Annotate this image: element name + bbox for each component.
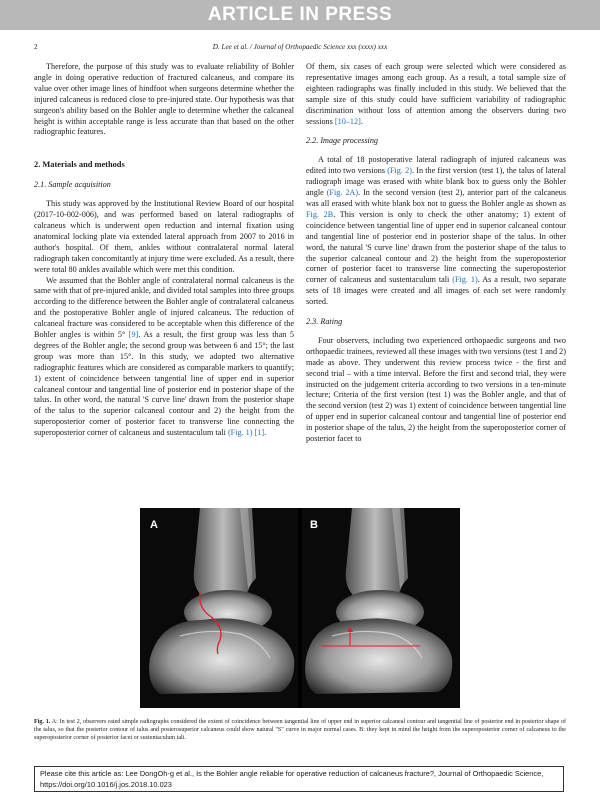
journal-line: D. Lee et al. / Journal of Orthopaedic Science xxx (xxxx) xxx — [212, 43, 388, 51]
continued-paragraph: Of them, six cases of each group were selected which were considered as representative images among each group. As a result, a total sample size of eighteen radiographs was finally included in this study. We believed that the sample size of this study could have sufficient variability of radiographic discrimination without loss of attention among the observers during two sessions [10–12]. — [306, 62, 566, 126]
citation-box: Please cite this article as: Lee DongOh-g et al., Is the Bohler angle reliable for operative reduction of calcaneus fracture?, Journal of Orthopaedic Science, https://doi.org/10.1016/j.jos.2018.10.023 — [34, 766, 564, 792]
figure-link[interactable]: (Fig. 1) — [452, 275, 478, 285]
sample-paragraph-1: This study was approved by the Institutional Review Board of our hospital (2017-10-002-006), and was performed based on lateral radiographs of calcaneus which is underwent open reduction and internal fixation using anatomical locking plate via extended lateral approach from 2007 to 2016 in author's hospital. Of them, ankles without contralateral normal lateral radiograph taken concomitantly at injury time were excluded. As a result, there were total 80 ankles available which were met this condition. — [34, 199, 294, 274]
subsection-heading-image: 2.2. Image processing — [306, 136, 379, 146]
ref-link[interactable]: [1] — [254, 428, 265, 438]
figure-link[interactable]: (Fig. 2A) — [326, 188, 359, 198]
subsection-heading-rating: 2.3. Rating — [306, 317, 343, 327]
left-column — [34, 62, 294, 492]
intro-paragraph: Therefore, the purpose of this study was to evaluate reliability of Bohler angle in doing operative reduction of fractured calcaneus, and compare its value over other image lines of hindfoot when surgeons determine whether the injured calcaneus is reduced close to pre-injured state. Our hypothesis was that surgeon's ability based on the Bohler angle to determine whether the calcaneal height is within acceptable range is less accurate than that based on the other radiographic features. — [34, 62, 294, 137]
ref-link[interactable]: [10–12] — [334, 116, 361, 126]
sample-paragraph-2: We assumed that the Bohler angle of contralateral normal calcaneus is the same with that of pre-injured ankle, and divided total samples into three groups according to the difference between the Bohler angle of contralateral calcaneus and the postoperative Bohler angle of injured calcaneus. The reduction of calcaneal fracture was considered to be acceptable when this difference of the Bohler angles is within 5° [9]. As a result, the first group was less than 5 degrees of the Bohler angle; the second group was between 6 and 15°; the last group was more than 15°. In this study, we adopted two alternative radiographic features which are considered as comparable markers to quantify; 1) extent of coincidence between tangential line of upper end in superior calcaneal contour and tangential line of posterior end in posterior shape of the talus. In other word, the natural 'S curve line' drawn from the posterior shape of the talus to the superior calcaneal contour and 2) the height from the superoposterior corner of posterior facet to transverse line connecting the superoposterior corner of calcaneus and sustentaculum tali (Fig. 1) [1]. — [34, 275, 294, 438]
article-in-press-banner: ARTICLE IN PRESS — [0, 0, 600, 30]
section-heading-methods: 2. Materials and methods — [34, 160, 125, 170]
panel-b-radiograph — [302, 508, 460, 708]
caption-label: Fig. 1. — [34, 719, 51, 725]
caption-text: A: In test 2, observers rated simple radiographs considered the extent of coincidence between tangential line of upper end in superior calcaneal contour and tangential line of posterior end in posterior shape of the talus, so that the posterior contour of talus and posterosuperior calcaneus could show natural "S" curve in major normal cases. B: they kept in mind the height from the superoposterior corner of calcaneus to the superoposterior corner of posterior facet or sustentaculum tali. — [34, 719, 566, 742]
rating-paragraph: Four observers, including two experienced orthopaedic surgeons and two orthopaedic trainees, reviewed all these images with two versions (test 1 and 2) made as above. They underwent this review process twice - the first and second trial – with a time interval. Before the first and second trial, they were instructed on the judgement criteria according to two versions in a ten-minute lecture; Criteria of the first version (test 1) was the Bohler angle, and that of the second version (test 2) was 1) extent of coincidence between tangential line of upper end in superior calcaneal contour and tangential line of posterior end in posterior shape of the talus, 2) the height from the superoposterior corner of posterior facet to — [306, 335, 566, 444]
figure-caption — [34, 718, 566, 743]
right-column — [306, 62, 566, 492]
subsection-heading-sample: 2.1. Sample acquisition — [34, 180, 111, 190]
figure-link[interactable]: (Fig. 1) — [227, 428, 253, 438]
figure-radiographs — [140, 508, 460, 708]
panel-a-label: A — [150, 519, 158, 531]
running-header — [34, 41, 566, 53]
radiograph-panels — [140, 508, 460, 708]
ref-link[interactable]: [9] — [128, 330, 139, 340]
panel-a-radiograph — [140, 508, 298, 708]
panel-b-label: B — [310, 519, 318, 531]
figure-link[interactable]: Fig. 2B — [306, 209, 334, 219]
image-paragraph: A total of 18 postoperative lateral radiograph of injured calcaneus was edited into two versions (Fig. 2). In the first version (test 1), the talus of lateral radiograph image was erased with white blank box to guess only the Bohler angle (Fig. 2A). In the second version (test 2), anterior part of the calcaneus was all erased with white blank box not to guess the Bohler angle as shown as Fig. 2B. This version is only to check the other anatomy; 1) extent of coincidence between tangential line of upper end in superior calcaneal contour and tangential line of posterior end in posterior shape of the talus. In other word, the natural 'S curve line' drawn from the posterior shape of the talus to the superior calcaneal contour and 2) the height from the superoposterior corner of posterior facet to transverse line connecting the superoposterior corner of calcaneus and sustentaculum tali (Fig. 1). As a result, two separate sets of 18 images were created and all images of each set were randomly sorted. — [306, 155, 566, 307]
page-number: 2 — [34, 43, 38, 51]
figure-link[interactable]: (Fig. 2) — [387, 166, 412, 176]
